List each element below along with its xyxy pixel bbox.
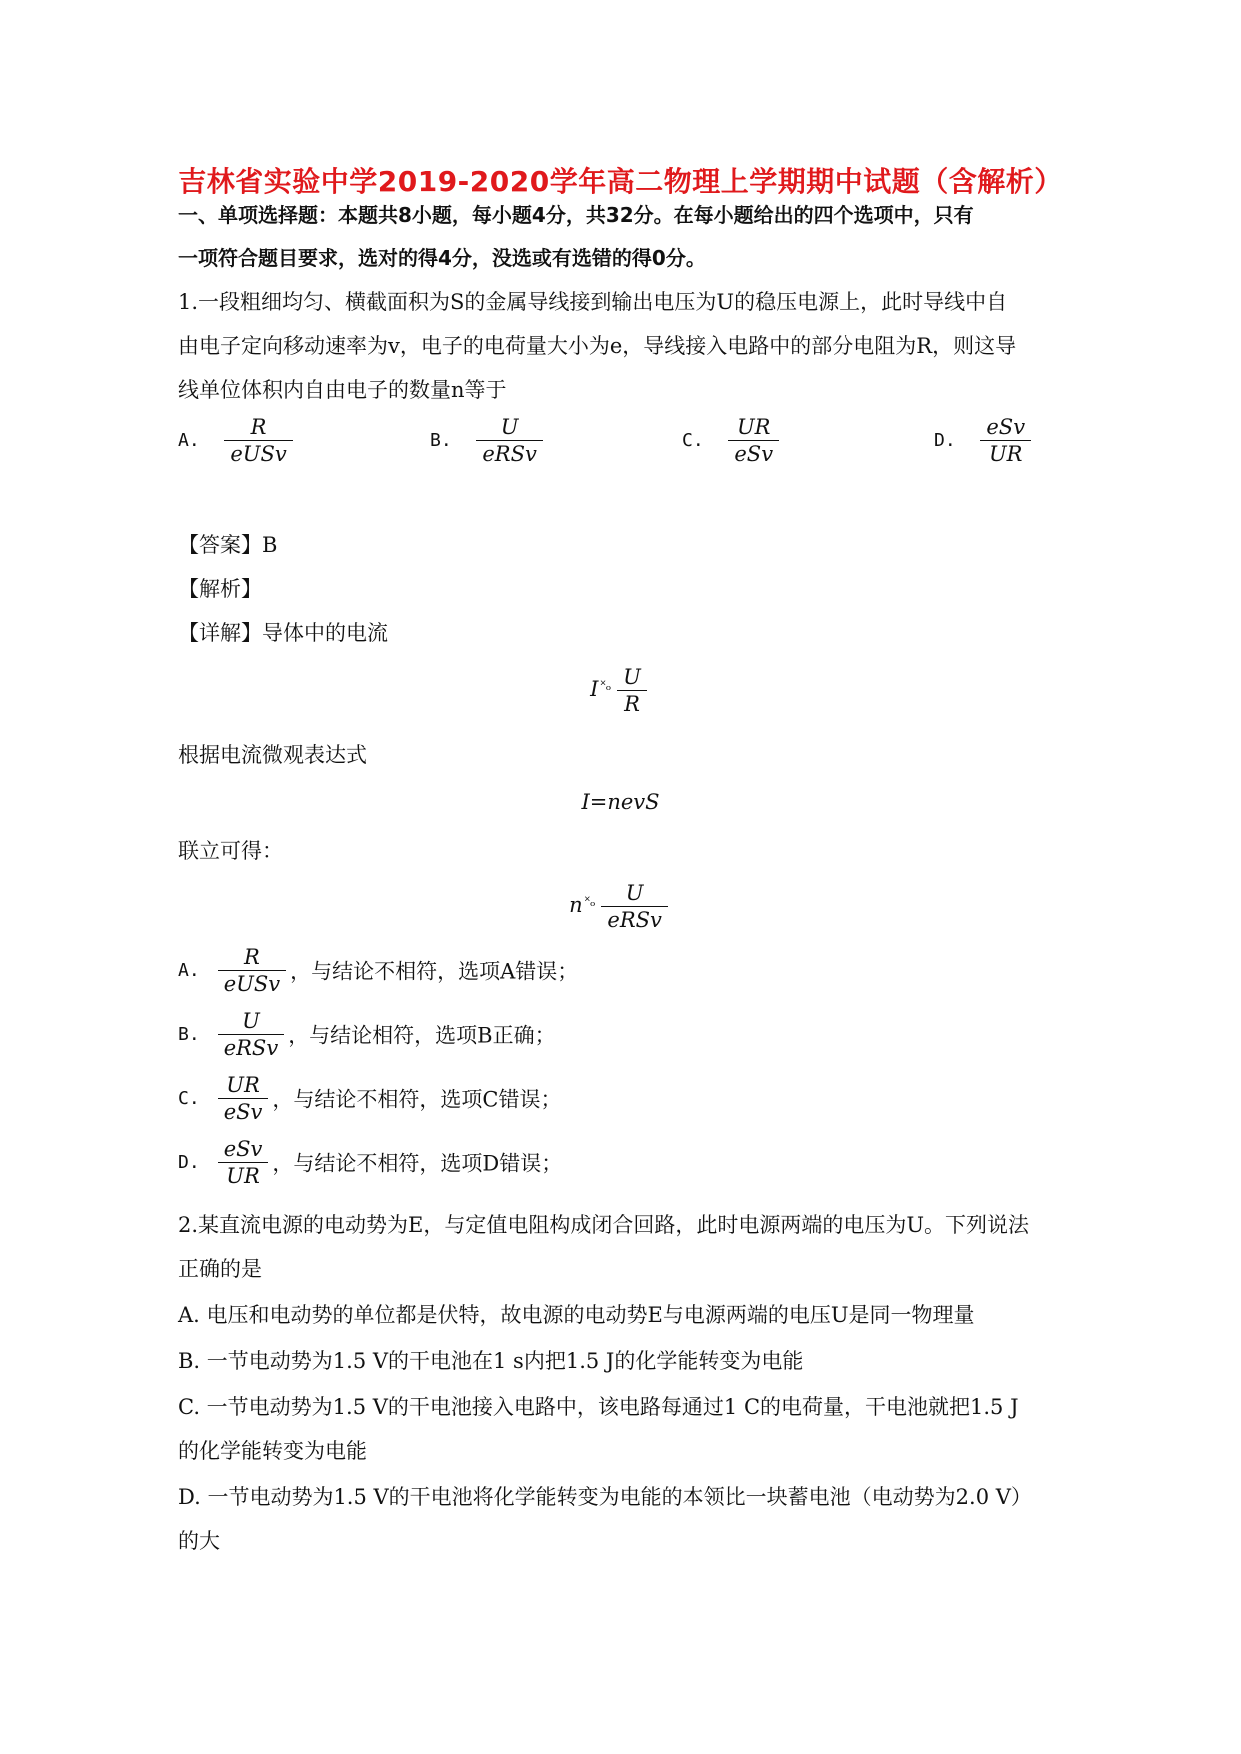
equation-result	[0, 880, 1241, 933]
fraction-denominator: UR	[226, 1164, 260, 1188]
review-text: ，与结论相符，选项B正确；	[288, 1023, 556, 1048]
question2-option-c-line1: C. 一节电动势为1.5 V的干电池接入电路中，该电路每通过1 C的电荷量，干电池就把1.5 J	[178, 1395, 1019, 1419]
q1-option-b	[430, 414, 547, 467]
equation-fraction	[617, 664, 647, 717]
option-label: C.	[178, 1088, 200, 1109]
q1-option-c	[682, 414, 783, 467]
question2-line2: 正确的是	[178, 1257, 262, 1281]
equation-lhs: I	[590, 677, 599, 701]
option-label: D.	[178, 1152, 200, 1173]
fraction-denominator: eRSv	[607, 908, 662, 932]
option-label: D.	[934, 430, 956, 451]
equation-operator-glyph: ˟ₒ	[584, 894, 596, 910]
fraction-denominator: UR	[988, 442, 1023, 466]
fraction-denominator: eRSv	[223, 1036, 279, 1060]
section-instructions-line2: 一项符合题目要求，选对的得4分，没选或有选错的得0分。	[178, 246, 706, 270]
option-fraction	[218, 1136, 269, 1189]
option-label: C.	[682, 430, 704, 451]
section-instructions-line1: 一、单项选择题：本题共8小题，每小题4分，共32分。在每小题给出的四个选项中，只有	[178, 203, 974, 227]
question2-option-c-line2: 的化学能转变为电能	[178, 1439, 367, 1463]
question2-option-a: A. 电压和电动势的单位都是伏特，故电源的电动势E与电源两端的电压U是同一物理量	[178, 1303, 975, 1327]
fraction-denominator: eUSv	[223, 972, 281, 996]
combine-text: 联立可得：	[178, 839, 283, 863]
review-option-c	[178, 1072, 561, 1125]
fraction-numerator: U	[476, 414, 543, 441]
review-option-d	[178, 1136, 562, 1189]
fraction-numerator: U	[601, 880, 668, 907]
review-option-a	[178, 944, 578, 997]
q1-option-d	[934, 414, 1035, 467]
fraction-denominator: R	[624, 692, 640, 716]
option-fraction	[218, 1008, 285, 1061]
question2-option-d-line2: 的大	[178, 1529, 220, 1553]
option-fraction	[218, 1072, 269, 1125]
fraction-numerator: R	[224, 414, 292, 441]
equation-current	[0, 664, 1241, 717]
review-option-b	[178, 1008, 556, 1061]
fraction-numerator: eSv	[980, 414, 1031, 441]
equation-lhs: n	[569, 893, 583, 917]
fraction-numerator: U	[218, 1008, 285, 1035]
micro-expression-text: 根据电流微观表达式	[178, 743, 367, 767]
option-label: B.	[178, 1024, 200, 1045]
review-text: ，与结论不相符，选项A错误；	[290, 959, 579, 984]
fraction-denominator: eSv	[223, 1100, 263, 1124]
option-fraction	[728, 414, 779, 467]
equation-micro: I=nevS	[581, 790, 660, 814]
question1-line3: 线单位体积内自由电子的数量n等于	[178, 378, 507, 402]
question2-option-b: B. 一节电动势为1.5 V的干电池在1 s内把1.5 J的化学能转变为电能	[178, 1349, 804, 1373]
page-title: 吉林省实验中学2019-2020学年高二物理上学期期中试题（含解析）	[178, 165, 1063, 198]
review-text: ，与结论不相符，选项D错误；	[272, 1151, 563, 1176]
option-label: B.	[430, 430, 452, 451]
option-fraction	[980, 414, 1031, 467]
q1-option-a	[178, 414, 297, 467]
option-fraction	[218, 944, 286, 997]
fraction-numerator: eSv	[218, 1136, 269, 1163]
fraction-numerator: UR	[728, 414, 779, 441]
question2-line1: 2.某直流电源的电动势为E，与定值电阻构成闭合回路，此时电源两端的电压为U。下列说法	[178, 1213, 1030, 1237]
option-fraction	[224, 414, 292, 467]
review-text: ，与结论不相符，选项C错误；	[272, 1087, 562, 1112]
answer-line: 【答案】B	[178, 533, 278, 557]
fraction-denominator: eRSv	[482, 442, 537, 466]
detail-line: 【详解】导体中的电流	[178, 621, 388, 645]
analysis-heading: 【解析】	[178, 577, 262, 601]
fraction-numerator: U	[617, 664, 647, 691]
fraction-numerator: R	[218, 944, 286, 971]
option-label: A.	[178, 960, 200, 981]
question2-option-d-line1: D. 一节电动势为1.5 V的干电池将化学能转变为电能的本领比一块蓄电池（电动势为2.0 V）	[178, 1485, 1032, 1509]
equation-operator-glyph: ˟ₒ	[600, 678, 612, 694]
option-fraction	[476, 414, 543, 467]
fraction-numerator: UR	[218, 1072, 269, 1099]
fraction-denominator: eSv	[734, 442, 774, 466]
option-label: A.	[178, 430, 200, 451]
question1-line1: 1.一段粗细均匀、横截面积为S的金属导线接到输出电压为U的稳压电源上，此时导线中自	[178, 290, 1008, 314]
fraction-denominator: eUSv	[230, 442, 287, 466]
question1-line2: 由电子定向移动速率为v，电子的电荷量大小为e，导线接入电路中的部分电阻为R，则这导	[178, 334, 1017, 358]
equation-fraction	[601, 880, 668, 933]
